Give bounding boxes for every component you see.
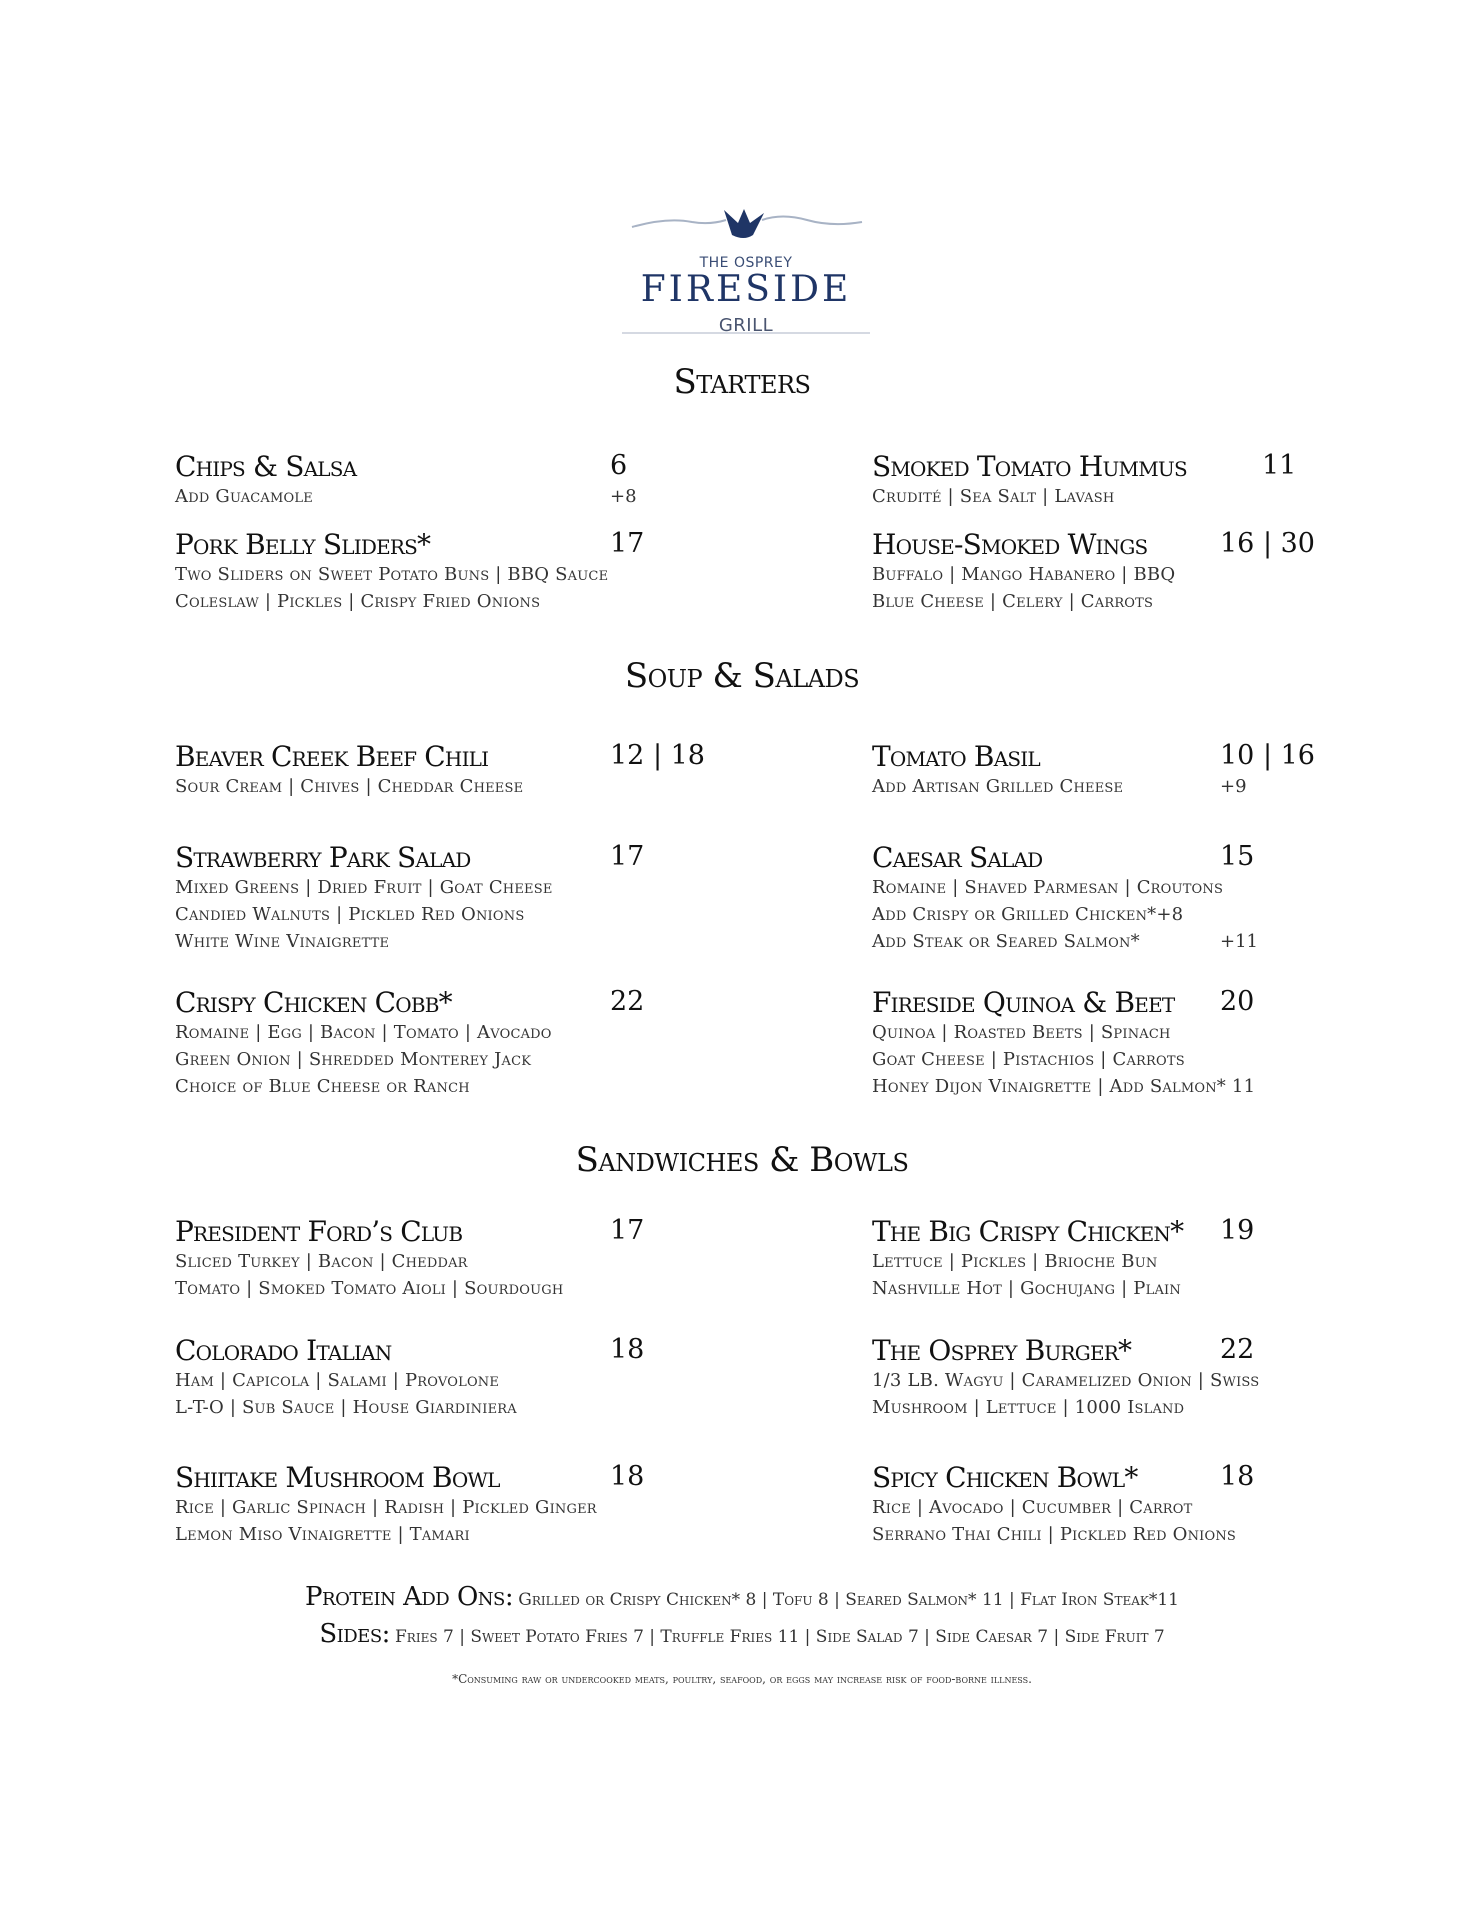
item-desc: Mushroom | Lettuce | 1000 Island xyxy=(872,1397,1185,1418)
item-price: 17 xyxy=(610,841,645,872)
item-addon-price: +9 xyxy=(1220,776,1247,797)
item-price: 11 xyxy=(1262,450,1297,481)
item-name: Strawberry Park Salad xyxy=(175,841,471,874)
item-desc: White Wine Vinaigrette xyxy=(175,931,390,952)
item-desc: Choice of Blue Cheese or Ranch xyxy=(175,1076,470,1097)
item-price: 17 xyxy=(610,528,645,559)
item-name: The Osprey Burger* xyxy=(872,1334,1132,1367)
logo-sub-text: GRILL xyxy=(718,315,774,336)
logo-main-text: FIRESIDE xyxy=(640,269,852,310)
protein-add-ons xyxy=(0,1582,1484,1612)
sides-label: Sides: xyxy=(319,1619,390,1649)
item-desc: Rice | Avocado | Cucumber | Carrot xyxy=(872,1497,1193,1518)
item-addon-price: +8 xyxy=(610,486,637,507)
item-desc: Sour Cream | Chives | Cheddar Cheese xyxy=(175,776,524,797)
item-name: Crispy Chicken Cobb* xyxy=(175,986,452,1019)
item-price: 18 xyxy=(1220,1461,1255,1492)
item-price: 19 xyxy=(1220,1215,1255,1246)
item-desc: Tomato | Smoked Tomato Aioli | Sourdough xyxy=(175,1278,564,1299)
item-name: Smoked Tomato Hummus xyxy=(872,450,1187,483)
logo-small-text: THE OSPREY xyxy=(699,255,793,271)
item-desc: Candied Walnuts | Pickled Red Onions xyxy=(175,904,525,925)
item-desc: Add Steak or Seared Salmon* xyxy=(872,931,1140,952)
item-desc: Buffalo | Mango Habanero | BBQ xyxy=(872,564,1176,585)
item-desc: Lettuce | Pickles | Brioche Bun xyxy=(872,1251,1158,1272)
item-name: Shiitake Mushroom Bowl xyxy=(175,1461,500,1494)
item-name: President Ford’s Club xyxy=(175,1215,463,1248)
item-price: 16 | 30 xyxy=(1220,528,1315,559)
section-title-sandwiches-bowls: Sandwiches & Bowls xyxy=(575,1140,909,1180)
item-price: 22 xyxy=(1220,1334,1255,1365)
food-safety-disclaimer: *Consuming raw or undercooked meats, poultry, seafood, or eggs may increase risk of food-borne illness. xyxy=(452,1672,1032,1686)
item-desc: Quinoa | Roasted Beets | Spinach xyxy=(872,1022,1171,1043)
item-desc: L-T-O | Sub Sauce | House Giardiniera xyxy=(175,1397,517,1418)
item-desc: Mixed Greens | Dried Fruit | Goat Cheese xyxy=(175,877,553,898)
item-desc: Romaine | Shaved Parmesan | Croutons xyxy=(872,877,1224,898)
restaurant-logo xyxy=(622,205,870,339)
item-desc: Add Guacamole xyxy=(175,486,313,507)
item-price: 15 xyxy=(1220,841,1255,872)
section-title-starters: Starters xyxy=(673,362,811,402)
item-name: Chips & Salsa xyxy=(175,450,357,483)
item-desc: Goat Cheese | Pistachios | Carrots xyxy=(872,1049,1185,1070)
protein-add-ons-label: Protein Add Ons: xyxy=(305,1582,514,1612)
item-name: Pork Belly Sliders* xyxy=(175,528,431,561)
item-desc: Crudité | Sea Salt | Lavash xyxy=(872,486,1115,507)
item-name: Tomato Basil xyxy=(872,740,1040,773)
item-desc: Rice | Garlic Spinach | Radish | Pickled Ginger xyxy=(175,1497,597,1518)
item-desc: Coleslaw | Pickles | Crispy Fried Onions xyxy=(175,591,541,612)
item-desc: Sliced Turkey | Bacon | Cheddar xyxy=(175,1251,468,1272)
item-name: Colorado Italian xyxy=(175,1334,392,1367)
protein-add-ons-text: Grilled or Crispy Chicken* 8 | Tofu 8 | Seared Salmon* 11 | Flat Iron Steak*11 xyxy=(518,1590,1179,1610)
item-name: Caesar Salad xyxy=(872,841,1043,874)
item-desc: Two Sliders on Sweet Potato Buns | BBQ Sauce xyxy=(175,564,609,585)
item-name: House-Smoked Wings xyxy=(872,528,1148,561)
item-price: 22 xyxy=(610,986,645,1017)
item-desc: Green Onion | Shredded Monterey Jack xyxy=(175,1049,532,1070)
item-price: 6 xyxy=(610,450,628,481)
item-desc: Honey Dijon Vinaigrette | Add Salmon* 11 xyxy=(872,1076,1256,1097)
item-desc: Blue Cheese | Celery | Carrots xyxy=(872,591,1154,612)
item-price: 20 xyxy=(1220,986,1255,1017)
item-addon-price: +11 xyxy=(1220,931,1258,952)
item-desc: Serrano Thai Chili | Pickled Red Onions xyxy=(872,1524,1237,1545)
item-price: 12 | 18 xyxy=(610,740,705,771)
item-name: Beaver Creek Beef Chili xyxy=(175,740,489,773)
item-price: 10 | 16 xyxy=(1220,740,1315,771)
item-price: 18 xyxy=(610,1334,645,1365)
item-desc: Nashville Hot | Gochujang | Plain xyxy=(872,1278,1181,1299)
item-desc: Ham | Capicola | Salami | Provolone xyxy=(175,1370,500,1391)
item-desc: Add Crispy or Grilled Chicken*+8 xyxy=(872,904,1184,925)
section-title-soup-salads: Soup & Salads xyxy=(624,656,860,696)
item-desc: Romaine | Egg | Bacon | Tomato | Avocado xyxy=(175,1022,552,1043)
item-name: Fireside Quinoa & Beet xyxy=(872,986,1175,1019)
item-price: 18 xyxy=(610,1461,645,1492)
item-desc: Lemon Miso Vinaigrette | Tamari xyxy=(175,1524,470,1545)
item-desc: 1/3 LB. Wagyu | Caramelized Onion | Swiss xyxy=(872,1370,1260,1391)
item-name: Spicy Chicken Bowl* xyxy=(872,1461,1138,1494)
sides xyxy=(0,1619,1484,1649)
sides-text: Fries 7 | Sweet Potato Fries 7 | Truffle Fries 11 | Side Salad 7 | Side Caesar 7 | Side Fruit 7 xyxy=(395,1627,1165,1647)
item-name: The Big Crispy Chicken* xyxy=(872,1215,1184,1248)
item-desc: Add Artisan Grilled Cheese xyxy=(872,776,1124,797)
item-price: 17 xyxy=(610,1215,645,1246)
